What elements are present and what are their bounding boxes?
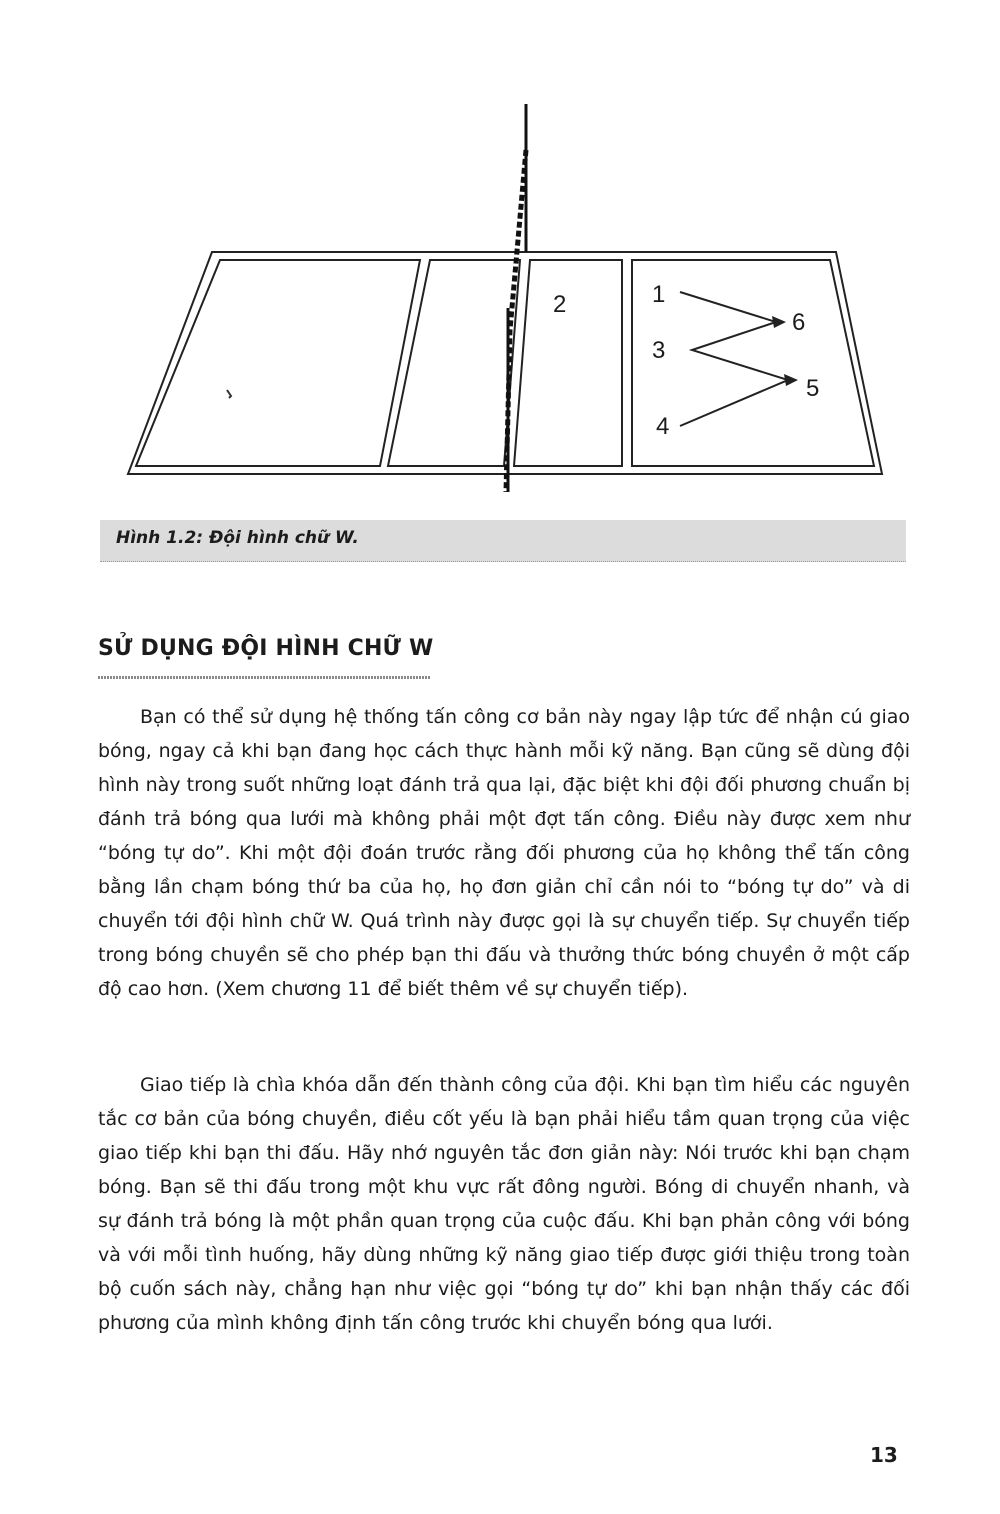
w-formation-diagram (0, 0, 1000, 500)
body-paragraph: Giao tiếp là chìa khóa dẫn đến thành công của đội. Khi bạn tìm hiểu các nguyên tắc cơ bản của bóng chuyền, điều cốt yếu là bạn phải hiểu tầm quan trọng của việc giao tiếp khi bạn thi đấu. Hãy nhớ nguyên tắc đơn giản này: Nói trước khi bạn chạm bóng. Bạn sẽ thi đấu trong một khu vực rất đông người. Bóng di chuyển nhanh, và sự đánh trả bóng là một phần quan trọng của cuộc đấu. Khi bạn phản công với bóng và với mỗi tình huống, hãy dùng những kỹ năng giao tiếp được giới thiệu trong toàn bộ cuốn sách này, chẳng hạn như việc gọi “bóng tự do” khi bạn nhận thấy các đối phương của mình không định tấn công trước khi chuyển bóng qua lưới. (98, 1074, 910, 1334)
figure-caption: Hình 1.2: Đội hình chữ W. (116, 528, 359, 548)
section-heading: SỬ DỤNG ĐỘI HÌNH CHỮ W (98, 636, 434, 661)
w-formation-path (680, 292, 788, 426)
body-paragraph: Bạn có thể sử dụng hệ thống tấn công cơ bản này ngay lập tức để nhận cú giao bóng, ngay cả khi bạn đang học cách thực hành mỗi kỹ năng. Bạn cũng sẽ dùng đội hình này trong suốt những loạt đánh trả qua lại, đặc biệt khi đội đối phương chuẩn bị đánh trả bóng qua lưới mà không phải một đợt tấn công. Điều này được xem như “bóng tự do”. Khi một đội đoán trước rằng đối phương của họ không thể tấn công bằng lần chạm bóng thứ ba của họ, họ đơn giản chỉ cần nói to “bóng tự do” và di chuyển tới đội hình chữ W. Quá trình này được gọi là sự chuyển tiếp. Sự chuyển tiếp trong bóng chuyền sẽ cho phép bạn thi đấu và thưởng thức bóng chuyền ở một cấp độ cao hơn. (Xem chương 11 để biết thêm về sự chuyển tiếp). (98, 706, 910, 1000)
position-label-5: 5 (806, 375, 820, 402)
position-label-1: 1 (652, 281, 666, 308)
heading-underline (98, 676, 430, 679)
arrow-head-6 (772, 316, 786, 328)
page-number: 13 (870, 1443, 898, 1467)
position-label-3: 3 (652, 337, 666, 364)
court-zone-front-right (514, 260, 622, 466)
position-label-2: 2 (553, 291, 567, 318)
volleyball-court-drawing (0, 0, 1000, 500)
position-label-4: 4 (656, 413, 670, 440)
court-zone-back-left (136, 260, 420, 466)
court-zone-front-left (388, 260, 520, 466)
stray-mark (227, 390, 231, 398)
figure-caption-box (100, 520, 906, 562)
arrow-head-5 (784, 374, 798, 386)
position-label-6: 6 (792, 309, 806, 336)
